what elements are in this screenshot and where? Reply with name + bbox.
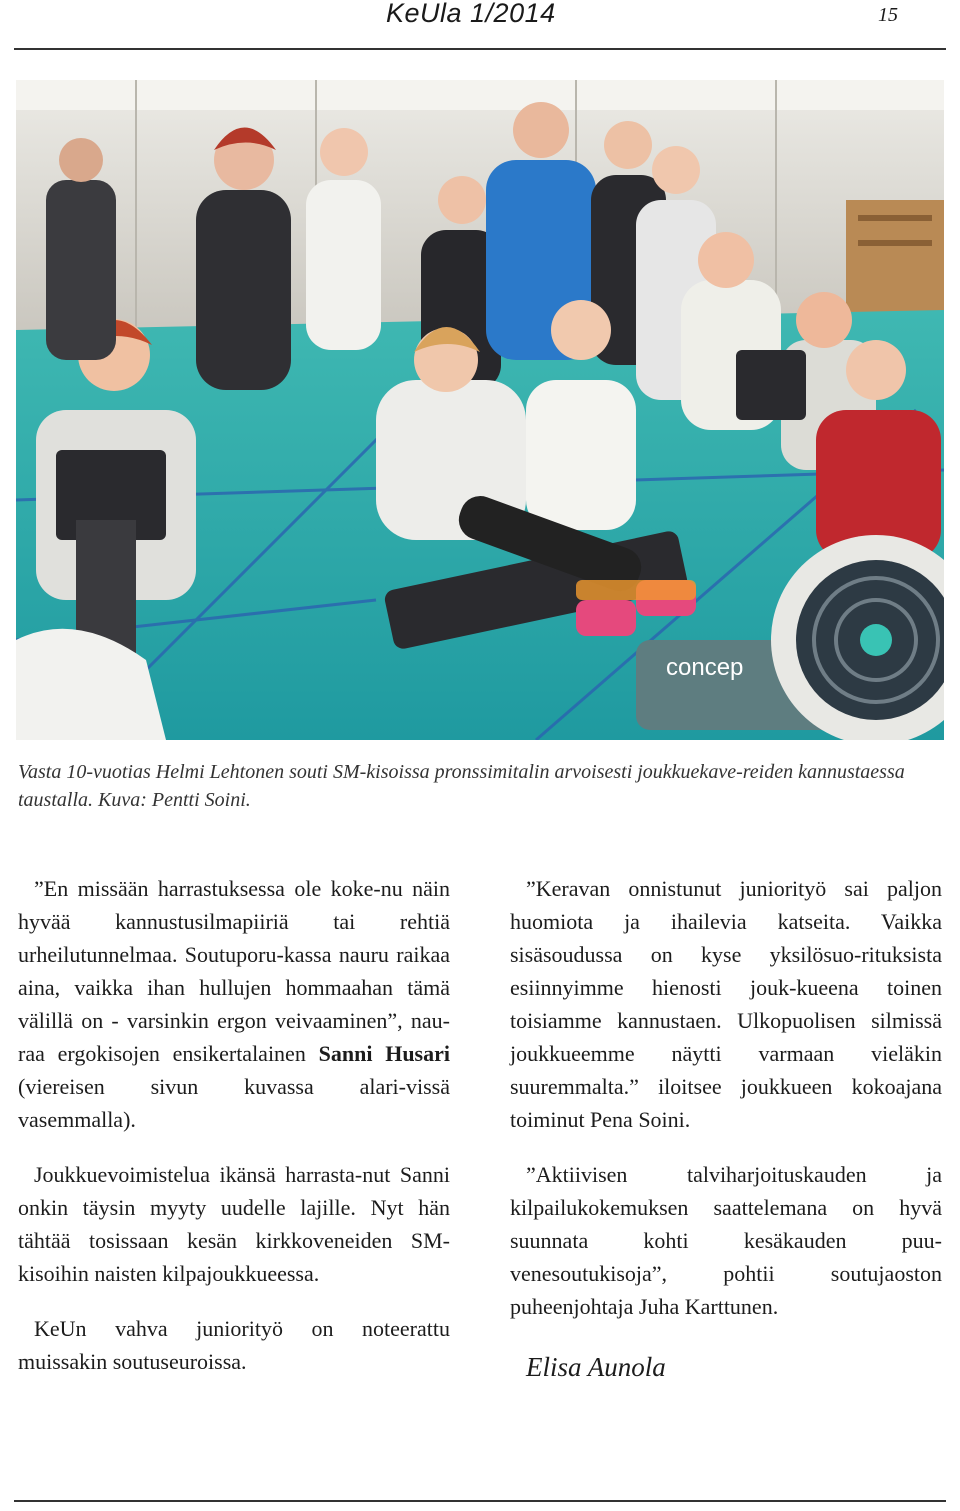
article-photo [16, 80, 944, 740]
left-column [18, 872, 450, 1400]
page-header [0, 0, 960, 46]
article-author: Elisa Aunola [526, 1352, 666, 1382]
right-paragraph-2: ”Aktiivisen talviharjoituskauden ja kilpailukokemuksen saattelemana on hyvä suunnata kohti kesäkauden puu-venesoutukisoja”, pohtii soutujaoston puheenjohtaja Juha Karttunen. [510, 1162, 942, 1319]
person-name: Sanni Husari [318, 1041, 450, 1066]
left-paragraph-2: Joukkuevoimistelua ikänsä harrasta-nut Sanni onkin täysin myyty uudelle lajille. Nyt hän tähtää tosissaan kesän kirkkoveneiden SM-kisoihin naisten kilpajoukkueessa. [18, 1162, 450, 1286]
page-number: 15 [878, 4, 898, 26]
issue-title: KeUla 1/2014 [386, 0, 556, 28]
left-paragraph-3: KeUn vahva juniorityö on noteerattu muissakin soutuseuroissa. [18, 1316, 450, 1374]
photo-caption: Vasta 10-vuotias Helmi Lehtonen souti SM-kisoissa pronssimitalin arvoisesti joukkuekave-reiden kannustaessa taustalla. Kuva: Pentti Soini. [18, 761, 905, 811]
right-column [510, 872, 942, 1385]
rowing-team-photo [16, 80, 944, 740]
right-paragraph-1: ”Keravan onnistunut juniorityö sai paljon huomiota ja ihailevia katseita. Vaikka sisäsoudussa on kyse yksilösuo-rituksista esiinnyimme hienosti jouk-kueena toinen toisiamme kannustaen. Ulkopuolisen silmissä joukkueemme näytti varmaan vieläkin suuremmalta.” iloitsee joukkueen kokoajana toiminut Pena Soini. [510, 876, 942, 1132]
machine-label: concep [666, 654, 744, 681]
top-divider [14, 48, 946, 50]
left-paragraph-1: ”En missään harrastuksessa ole koke-nu näin hyvää kannustusilmapiiriä tai rehtiä urheilutunnelmaa. Soutuporu-kassa nauru raikaa aina, vaikka ihan hullujen hommaahan tämä välillä on - varsinkin ergon veivaaminen”, nau-raa ergokisojen ensikertalainen Sanni Husari (viereisen sivun kuvassa alari-vissä vasemmalla). [18, 876, 450, 1132]
bottom-divider [14, 1500, 946, 1502]
